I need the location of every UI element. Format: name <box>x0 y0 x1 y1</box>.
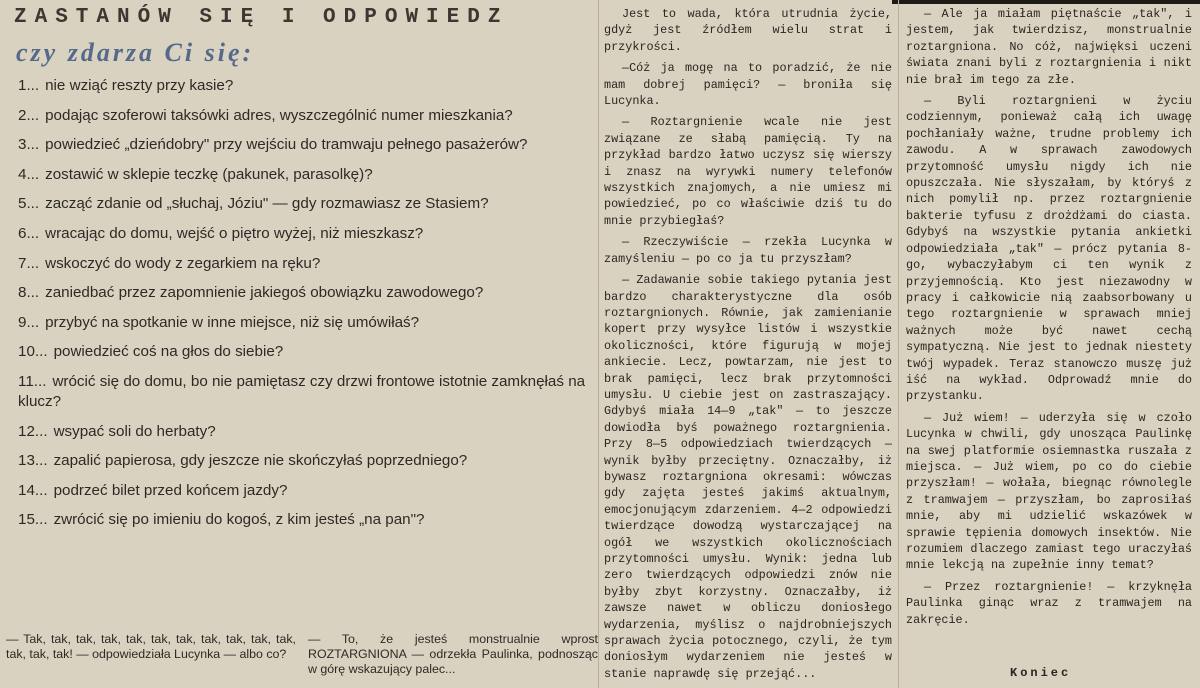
question-item: 12... wsypać soli do herbaty? <box>18 422 216 440</box>
dialogue-lucynka: — Tak, tak, tak, tak, tak, tak, tak, tak, tak, tak, tak, tak, tak, tak! — odpowiedziała Lucynka — albo co? <box>6 632 296 661</box>
question-item: 6... wracając do domu, wejść o piętro wyżej, niż mieszkasz? <box>18 224 424 242</box>
paragraph: — Ale ja miałam piętnaście „tak", i jestem, jak twierdzisz, monstrualnie roztargniona. No cóż, najwięksi uczeni świata znani byli z roztargnienia i nikt nie brał im tego za złe. <box>906 7 1192 87</box>
paragraph: — Byli roztargnieni w życiu codziennym, ponieważ całą ich uwagę pochłaniały ważne, trudne problemy ich zawodu. A w sprawach zawodowych przytomność umysłu nigdy ich nie opuszczała. Nie słyszałam, by któryś z nich pomylił np. przez roztargnienie bakterie tyfusu z drożdżami do ciasta. Gdybyś na wszystkie pytania ankietki odpowiedziała „tak" — prócz pytania 8-go, wybaczyłabym ci ten wynik z przyjemnością. Kto jest niezawodny w pracy i całkowicie nią zaabsorbowany u tego roztargnienie w sprawach mniej ważnych może być nawet cechą sympatyczną. Nie jest to jednak niestety twój wypadek. Teraz stanowczo muszę już iść na wykład. Odprowadź mnie do przystanku. <box>906 94 1192 404</box>
question-item: 8... zaniedbać przez zapomnienie jakiegoś obowiązku zawodowego? <box>18 284 484 302</box>
question-item: 11... wrócić się do domu, bo nie pamiętasz czy drzwi frontowe istotnie zamknęłaś na klucz? <box>18 372 586 410</box>
question-item: 4... zostawić w sklepie teczkę (pakunek, parasolkę)? <box>18 165 373 183</box>
dialogue-paulinka: — To, że jesteś monstrualnie wprost ROZTARGNIONA — odrzekła Paulinka, podnosząc w górę wskazujący palec... <box>308 632 598 676</box>
ending-label: Koniec <box>1010 666 1072 680</box>
question-item: 7... wskoczyć do wody z zegarkiem na ręku? <box>18 254 321 272</box>
top-rule <box>892 0 1200 4</box>
paragraph: Jest to wada, która utrudnia życie, gdyż jest źródłem wielu strat i przykrości. <box>604 7 892 54</box>
article-title: ZASTANÓW SIĘ I ODPOWIEDZ <box>14 6 509 29</box>
question-list <box>18 76 593 540</box>
text-column-2 <box>604 6 892 687</box>
paragraph: — Roztargnienie wcale nie jest związane ze słabą pamięcią. Ty na przykład bardzo łatwo uczysz się wierszy i znasz na wyrywki numery telefonów wszystkich znajomych, a nie umiesz mi powiedzieć, po co właściwie dziś tu do mnie przybiegłaś? <box>604 115 892 228</box>
question-item: 1... nie wziąć reszty przy kasie? <box>18 77 234 94</box>
question-item: 2... podając szoferowi taksówki adres, wyszczególnić numer mieszkania? <box>18 106 513 124</box>
column-divider <box>598 0 599 688</box>
text-column-3 <box>906 6 1192 633</box>
article-subtitle: czy zdarza Ci się: <box>16 38 255 67</box>
paragraph: — Już wiem! — uderzyła się w czoło Lucynka w chwili, gdy unosząca Paulinkę na swej platformie osiemnastka ruszała z miejsca. — Już wiem, po co do ciebie przyszłam! — wołała, biegnąc równolegle z tramwajem — przyszłam, bo zaprosiłaś mnie, aby mi udzielić wskazówek w sprawie tępienia domowych insektów. Nie rozumiem dlaczego zamiast tego uraczyłaś mnie lekcją na zupełnie inny temat? <box>906 410 1192 573</box>
paragraph: —Cóż ja mogę na to poradzić, że nie mam dobrej pamięci? — broniła się Lucynka. <box>604 61 892 109</box>
question-item: 10... powiedzieć coś na głos do siebie? <box>18 343 284 361</box>
paragraph: — Rzeczywiście — rzekła Lucynka w zamyśleniu — po co ja tu przyszłam? <box>604 235 892 266</box>
question-item: 15... zwrócić się po imieniu do kogoś, z kim jesteś „na pan"? <box>18 511 425 529</box>
question-item: 5... zacząć zdanie od „słuchaj, Józiu" — gdy rozmawiasz ze Stasiem? <box>18 195 489 213</box>
question-item: 13... zapalić papierosa, gdy jeszcze nie skończyłaś poprzedniego? <box>18 452 468 470</box>
question-item: 14... podrzeć bilet przed końcem jazdy? <box>18 481 288 499</box>
paragraph: — Przez roztargnienie! — krzyknęła Paulinka ginąc wraz z tramwajem na zakręcie. <box>906 579 1192 627</box>
question-item: 3... powiedzieć „dzieńdobry" przy wejściu do tramwaju pełnego pasażerów? <box>18 136 528 154</box>
column-divider <box>898 0 899 688</box>
paragraph: — Zadawanie sobie takiego pytania jest bardzo charakterystyczne dla osób roztargnionych. Równie, jak zamienianie kopert przy wysyłce listów i wszystkie okoliczności, które figurują w mojej ankiecie. Lecz, powtarzam, nie jest to brak pamięci, lecz brak przytomności umysłu. U ciebie jest on zastraszający. Gdybyś miała 14—9 „tak" — to jeszcze dowiodła byś poważnego roztargnienia. Przy 8—5 odpowiedziach twierdzących — wynik byłby przeciętny. Oznaczałby, iż bywasz roztargniona okresami: wówczas gdy zajęta jesteś jakimś aktualnym, emocjonującym zdarzeniem. 4—2 odpowiedzi twierdzące dowodzą wystarczającej na ogół we wszystkich okolicznościach przytomności umysłu. Wynik: jedna lub zero twierdzących odpowiedzi znów nie byłby zbyt korzystny. Oznaczałby, iż zawsze nawet w obliczu doniosłego wydarzenia, myślisz o najdrobniejszych sprawach życia potocznego, czyli, że tym doniosłym wydarzeniem nie jesteś w stanie naprawdę się przejąć... <box>604 273 892 681</box>
question-item: 9... przybyć na spotkanie w inne miejsce, niż się umówiłaś? <box>18 313 420 331</box>
